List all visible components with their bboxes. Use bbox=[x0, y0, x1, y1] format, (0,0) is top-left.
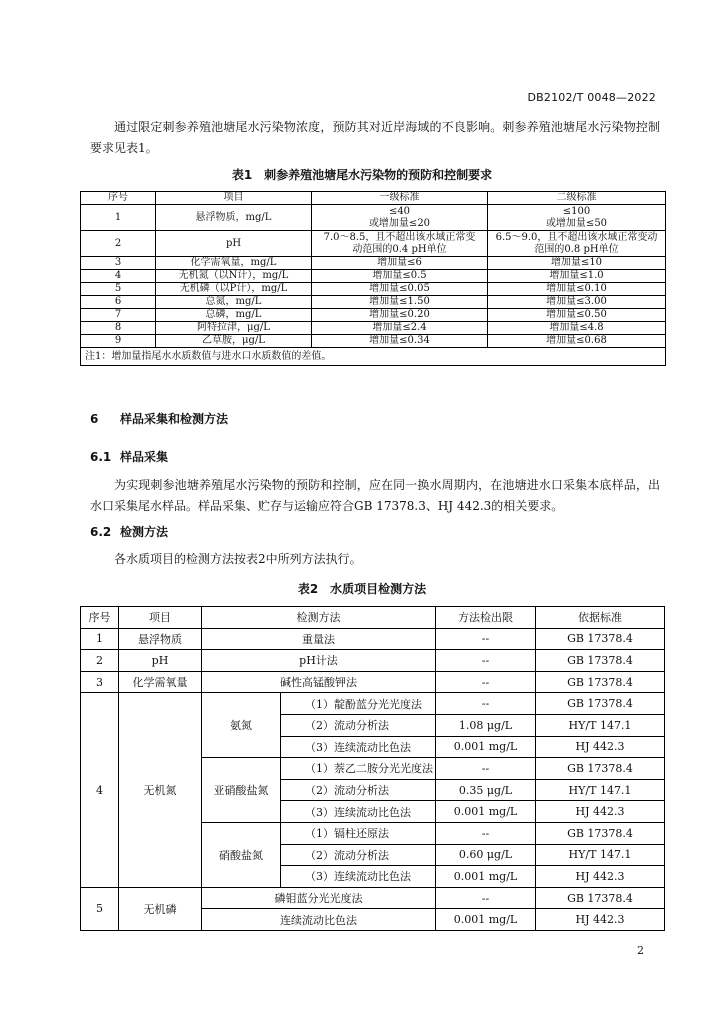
table2-header-standard: 依据标准 bbox=[536, 607, 665, 629]
table1-cell-level1: 增加量≤1.50 bbox=[312, 296, 488, 309]
table-row bbox=[81, 283, 666, 296]
table1-cell-no: 9 bbox=[81, 335, 156, 348]
table1-cell-item: pH bbox=[156, 231, 312, 257]
table1-cell-item: 悬浮物质，mg/L bbox=[156, 205, 312, 231]
table2-cell-standard: GB 17378.4 bbox=[536, 758, 665, 780]
section-6-2-heading bbox=[90, 523, 168, 540]
cell-line: 7.0～8.5，且不超出该水域正常变 bbox=[323, 231, 476, 243]
table1-cell-level1: 增加量≤0.5 bbox=[312, 270, 488, 283]
table-row bbox=[81, 231, 666, 257]
table2-cell-limit: 0.001 mg/L bbox=[436, 866, 536, 888]
table1-cell-level1: 增加量≤0.34 bbox=[312, 335, 488, 348]
table2-cell-method: pH计法 bbox=[202, 650, 436, 672]
table1-cell-no: 1 bbox=[81, 205, 156, 231]
table2-cell-standard: GB 17378.4 bbox=[536, 693, 665, 715]
table1-cell-no: 2 bbox=[81, 231, 156, 257]
table1-cell-item: 化学需氧量，mg/L bbox=[156, 257, 312, 270]
table1-cell-item: 无机磷（以P计），mg/L bbox=[156, 283, 312, 296]
table2-cell-standard: HJ 442.3 bbox=[536, 736, 665, 758]
section-number: 6 bbox=[90, 412, 99, 426]
table1-cell-level2: 增加量≤10 bbox=[488, 257, 666, 270]
table-row bbox=[81, 335, 666, 348]
table-row bbox=[81, 628, 665, 650]
table2-cell-limit: 1.08 μg/L bbox=[436, 714, 536, 736]
table-row bbox=[81, 322, 666, 335]
table2-cell-limit: -- bbox=[436, 693, 536, 715]
section-title: 检测方法 bbox=[120, 525, 169, 539]
table2-cell-standard: GB 17378.4 bbox=[536, 650, 665, 672]
table1-header-row bbox=[81, 192, 666, 205]
table2-header-row bbox=[81, 607, 665, 629]
table2-cell-limit: 0.35 μg/L bbox=[436, 779, 536, 801]
table1-note-row bbox=[81, 348, 666, 366]
cell-line: ≤100 bbox=[562, 205, 591, 217]
table1-cell-item: 阿特拉津，μg/L bbox=[156, 322, 312, 335]
table2-cell-method: 磷钼蓝分光光度法 bbox=[202, 887, 436, 909]
table1-cell-item: 总磷，mg/L bbox=[156, 309, 312, 322]
table1-cell-level2: 增加量≤1.0 bbox=[488, 270, 666, 283]
table1-cell-no: 6 bbox=[81, 296, 156, 309]
table2-cell-limit: -- bbox=[436, 650, 536, 672]
table2-cell-standard: HJ 442.3 bbox=[536, 801, 665, 823]
table2-cell-limit: -- bbox=[436, 822, 536, 844]
cell-line: 6.5～9.0，且不超出该水域正常变动 bbox=[495, 231, 658, 243]
table1-cell-level2 bbox=[488, 231, 666, 257]
table1-cell-level2: 增加量≤0.10 bbox=[488, 283, 666, 296]
table2-cell-no: 2 bbox=[81, 650, 119, 672]
page-number: 2 bbox=[637, 944, 644, 957]
section-6-1-heading bbox=[90, 448, 168, 465]
cell-line: ≤40 bbox=[388, 205, 411, 217]
table1-header-level2: 二级标准 bbox=[488, 192, 666, 205]
table-row bbox=[81, 296, 666, 309]
table1-cell-item: 总氮，mg/L bbox=[156, 296, 312, 309]
table2-caption: 表2 水质项目检测方法 bbox=[297, 582, 427, 596]
table2-cell-method: （1）镉柱还原法 bbox=[281, 822, 436, 844]
table1-note: 注1：增加量指尾水水质数值与进水口水质数值的差值。 bbox=[81, 348, 666, 366]
table2-cell-method: 重量法 bbox=[202, 628, 436, 650]
table2-cell-method: 连续流动比色法 bbox=[202, 909, 436, 931]
table2-cell-method: 碱性高锰酸钾法 bbox=[202, 671, 436, 693]
table2 bbox=[80, 606, 665, 931]
cell-line: 或增加量≤20 bbox=[368, 217, 431, 229]
table1-caption: 表1 刺参养殖池塘尾水污染物的预防和控制要求 bbox=[231, 168, 493, 182]
table1-cell-level2 bbox=[488, 205, 666, 231]
table2-cell-standard: GB 17378.4 bbox=[536, 822, 665, 844]
table2-cell-method: （3）连续流动比色法 bbox=[281, 736, 436, 758]
table1-cell-level1: 增加量≤0.05 bbox=[312, 283, 488, 296]
table-row bbox=[81, 693, 665, 715]
table2-cell-method: （2）流动分析法 bbox=[281, 844, 436, 866]
table2-cell-method: （2）流动分析法 bbox=[281, 779, 436, 801]
table-row bbox=[81, 205, 666, 231]
table-row bbox=[81, 270, 666, 283]
table2-cell-no: 4 bbox=[81, 693, 119, 887]
cell-line: 或增加量≤50 bbox=[545, 217, 608, 229]
section-number: 6.1 bbox=[90, 450, 112, 464]
table1-cell-level1: 增加量≤0.20 bbox=[312, 309, 488, 322]
table2-cell-standard: HY/T 147.1 bbox=[536, 714, 665, 736]
table2-cell-limit: -- bbox=[436, 887, 536, 909]
table1-cell-no: 5 bbox=[81, 283, 156, 296]
table1-header-item: 项目 bbox=[156, 192, 312, 205]
table2-cell-limit: -- bbox=[436, 671, 536, 693]
table2-cell-standard: HY/T 147.1 bbox=[536, 779, 665, 801]
table2-cell-item: 无机氮 bbox=[119, 693, 202, 887]
table1-cell-item: 乙草胺，μg/L bbox=[156, 335, 312, 348]
table1-cell-level1 bbox=[312, 231, 488, 257]
section-6-heading bbox=[90, 410, 228, 427]
table2-cell-limit: 0.001 mg/L bbox=[436, 736, 536, 758]
table2-cell-standard: HJ 442.3 bbox=[536, 909, 665, 931]
cell-line: 范围的0.8 pH单位 bbox=[534, 243, 619, 255]
section-number: 6.2 bbox=[90, 525, 112, 539]
table1-cell-no: 8 bbox=[81, 322, 156, 335]
table1 bbox=[80, 191, 666, 366]
table2-cell-standard: GB 17378.4 bbox=[536, 887, 665, 909]
table2-header-limit: 方法检出限 bbox=[436, 607, 536, 629]
table1-header-level1: 一级标准 bbox=[312, 192, 488, 205]
table1-cell-no: 4 bbox=[81, 270, 156, 283]
table2-cell-limit: 0.60 μg/L bbox=[436, 844, 536, 866]
table2-cell-method: （2）流动分析法 bbox=[281, 714, 436, 736]
table-row bbox=[81, 257, 666, 270]
table1-cell-item: 无机氮（以N计），mg/L bbox=[156, 270, 312, 283]
table-row bbox=[81, 650, 665, 672]
table2-cell-method: （1）靛酚蓝分光光度法 bbox=[281, 693, 436, 715]
table2-cell-method: （1）萘乙二胺分光光度法 bbox=[281, 758, 436, 780]
section-title: 样品采集 bbox=[120, 450, 169, 464]
table-row bbox=[81, 887, 665, 909]
table1-cell-no: 7 bbox=[81, 309, 156, 322]
table2-cell-no: 3 bbox=[81, 671, 119, 693]
table2-cell-limit: 0.001 mg/L bbox=[436, 801, 536, 823]
table2-cell-subitem: 氨氮 bbox=[202, 693, 281, 758]
table1-cell-level2: 增加量≤0.68 bbox=[488, 335, 666, 348]
table-row bbox=[81, 309, 666, 322]
table2-cell-item: 化学需氧量 bbox=[119, 671, 202, 693]
section-6-1-text: 为实现刺参池塘养殖尾水污染物的预防和控制，应在同一换水周期内，在池塘进水口采集本底样品，出水口采集尾水样品。样品采集、贮存与运输应符合GB 17378.3、HJ 442.3的相关要求。 bbox=[90, 478, 660, 513]
cell-line: 动范围的0.4 pH单位 bbox=[352, 243, 447, 255]
table2-header-method: 检测方法 bbox=[202, 607, 436, 629]
intro-paragraph: 通过限定刺参养殖池塘尾水污染物浓度，预防其对近岸海域的不良影响。刺参养殖池塘尾水污染物控制要求见表1。 bbox=[90, 120, 660, 155]
table2-header-item: 项目 bbox=[119, 607, 202, 629]
table2-cell-item: 悬浮物质 bbox=[119, 628, 202, 650]
table2-cell-standard: GB 17378.4 bbox=[536, 628, 665, 650]
table2-cell-standard: HJ 442.3 bbox=[536, 866, 665, 888]
table2-cell-subitem: 硝酸盐氮 bbox=[202, 822, 281, 887]
table2-cell-standard: GB 17378.4 bbox=[536, 671, 665, 693]
table1-cell-level2: 增加量≤0.50 bbox=[488, 309, 666, 322]
table2-cell-method: （3）连续流动比色法 bbox=[281, 801, 436, 823]
table2-header-no: 序号 bbox=[81, 607, 119, 629]
table-row bbox=[81, 671, 665, 693]
table2-cell-method: （3）连续流动比色法 bbox=[281, 866, 436, 888]
section-6-2-text: 各水质项目的检测方法按表2中所列方法执行。 bbox=[114, 552, 362, 566]
table1-cell-level1 bbox=[312, 205, 488, 231]
table2-cell-subitem: 亚硝酸盐氮 bbox=[202, 758, 281, 823]
table1-cell-no: 3 bbox=[81, 257, 156, 270]
table1-cell-level2: 增加量≤3.00 bbox=[488, 296, 666, 309]
table2-cell-no: 5 bbox=[81, 887, 119, 930]
section-title: 样品采集和检测方法 bbox=[120, 412, 229, 426]
table2-cell-no: 1 bbox=[81, 628, 119, 650]
table2-cell-standard: HY/T 147.1 bbox=[536, 844, 665, 866]
table1-cell-level1: 增加量≤2.4 bbox=[312, 322, 488, 335]
document-code: DB2102/T 0048—2022 bbox=[527, 91, 656, 104]
table1-cell-level1: 增加量≤6 bbox=[312, 257, 488, 270]
table1-cell-level2: 增加量≤4.8 bbox=[488, 322, 666, 335]
table1-header-no: 序号 bbox=[81, 192, 156, 205]
table2-cell-limit: 0.001 mg/L bbox=[436, 909, 536, 931]
table2-cell-item: 无机磷 bbox=[119, 887, 202, 930]
table2-cell-limit: -- bbox=[436, 758, 536, 780]
table2-cell-item: pH bbox=[119, 650, 202, 672]
table2-cell-limit: -- bbox=[436, 628, 536, 650]
